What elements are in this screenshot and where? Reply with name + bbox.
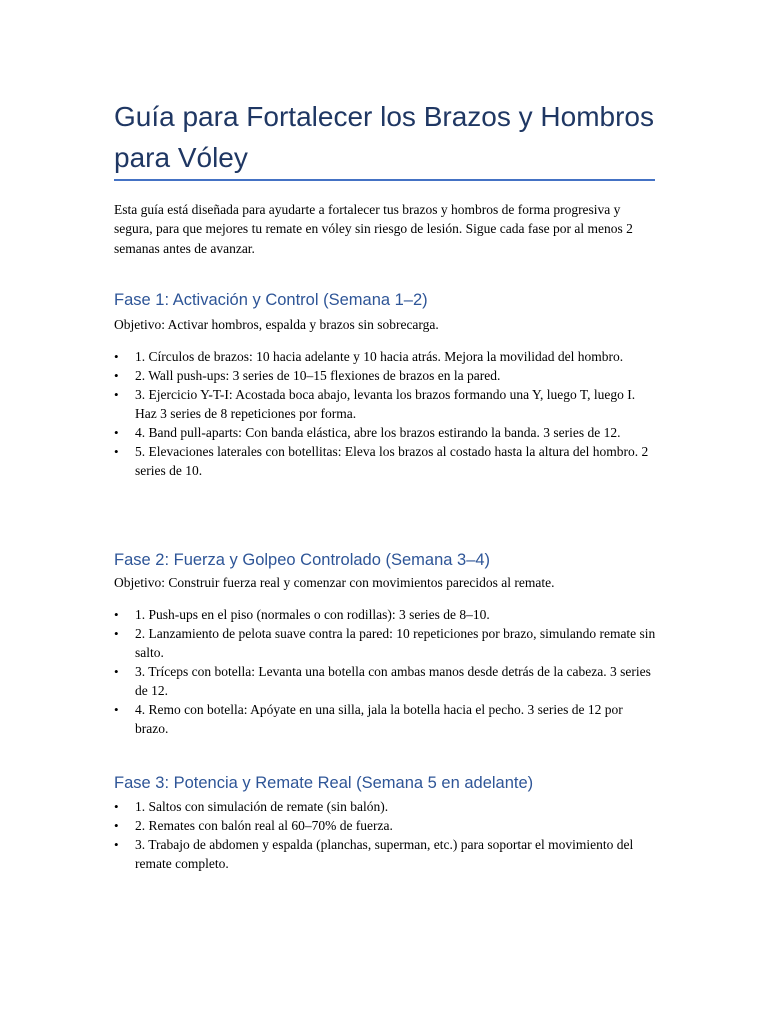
- list-item: [114, 385, 656, 423]
- bullet-icon: •: [114, 818, 119, 833]
- list-item-text: 2. Wall push-ups: 3 series de 10–15 flexiones de brazos en la pared.: [135, 368, 501, 384]
- intro-paragraph: Esta guía está diseñada para ayudarte a fortalecer tus brazos y hombros de forma progresiva y segura, para que mejores tu remate en vóley sin riesgo de lesión. Sigue cada fase por al menos 2 semanas antes de avanzar.: [114, 202, 633, 256]
- bullet-icon: •: [114, 626, 119, 642]
- bullet-icon: •: [114, 702, 119, 718]
- list-item: [114, 662, 656, 700]
- bullet-icon: •: [114, 664, 119, 680]
- list-item-text: 1. Saltos con simulación de remate (sin balón).: [135, 799, 389, 814]
- bullet-icon: •: [114, 837, 119, 852]
- list-item: [114, 816, 656, 835]
- list-item-text: 5. Elevaciones laterales con botellitas: Eleva los brazos al costado hasta la altura del hombro. 2 series de 10.: [135, 444, 649, 479]
- list-item-text: 1. Push-ups en el piso (normales o con rodillas): 3 series de 8–10.: [135, 607, 490, 623]
- phase-2-section: [114, 549, 656, 738]
- list-item: [114, 700, 656, 738]
- phase-1-list: [114, 347, 656, 480]
- bullet-icon: •: [114, 368, 119, 384]
- list-item: [114, 442, 656, 480]
- phase-2-objective: Objetivo: Construir fuerza real y comenzar con movimientos parecidos al remate.: [114, 575, 555, 590]
- list-item-text: 1. Círculos de brazos: 10 hacia adelante y 10 hacia atrás. Mejora la movilidad del hombro.: [135, 349, 624, 365]
- list-item-text: 3. Ejercicio Y-T-I: Acostada boca abajo, levanta los brazos formando una Y, luego T, luego I. Haz 3 series de 8 repeticiones por forma.: [135, 387, 636, 422]
- list-item: [114, 624, 656, 662]
- list-item-text: 3. Trabajo de abdomen y espalda (planchas, superman, etc.) para soportar el movimiento del remate completo.: [135, 837, 634, 871]
- list-item: [114, 797, 656, 816]
- list-item: [114, 366, 656, 385]
- phase-3-section: [114, 772, 656, 873]
- phase-1-objective: Objetivo: Activar hombros, espalda y brazos sin sobrecarga.: [114, 317, 439, 332]
- phase-3-list: [114, 797, 656, 873]
- list-item: [114, 347, 656, 366]
- bullet-icon: •: [114, 799, 119, 814]
- bullet-icon: •: [114, 607, 119, 623]
- phase-2-list: [114, 605, 656, 738]
- title-divider: [114, 179, 655, 181]
- list-item-text: 2. Lanzamiento de pelota suave contra la pared: 10 repeticiones por brazo, simulando remate sin salto.: [135, 626, 656, 661]
- document-title: Guía para Fortalecer los Brazos y Hombros para Vóley: [114, 101, 654, 173]
- list-item-text: 4. Band pull-aparts: Con banda elástica, abre los brazos estirando la banda. 3 series de 12.: [135, 425, 621, 441]
- phase-1-section: [114, 289, 656, 480]
- bullet-icon: •: [114, 425, 119, 441]
- list-item: [114, 423, 656, 442]
- phase-1-heading: Fase 1: Activación y Control (Semana 1–2): [114, 291, 428, 309]
- list-item-text: 4. Remo con botella: Apóyate en una silla, jala la botella hacia el pecho. 3 series de 12 por brazo.: [135, 702, 623, 737]
- list-item: [114, 835, 656, 873]
- bullet-icon: •: [114, 349, 119, 365]
- list-item-text: 2. Remates con balón real al 60–70% de fuerza.: [135, 818, 393, 833]
- phase-3-heading: Fase 3: Potencia y Remate Real (Semana 5 en adelante): [114, 774, 534, 792]
- list-item-text: 3. Tríceps con botella: Levanta una botella con ambas manos desde detrás de la cabeza. 3 series de 12.: [135, 664, 651, 699]
- phase-2-heading: Fase 2: Fuerza y Golpeo Controlado (Semana 3–4): [114, 551, 491, 569]
- bullet-icon: •: [114, 444, 119, 460]
- list-item: [114, 605, 656, 624]
- bullet-icon: •: [114, 387, 119, 403]
